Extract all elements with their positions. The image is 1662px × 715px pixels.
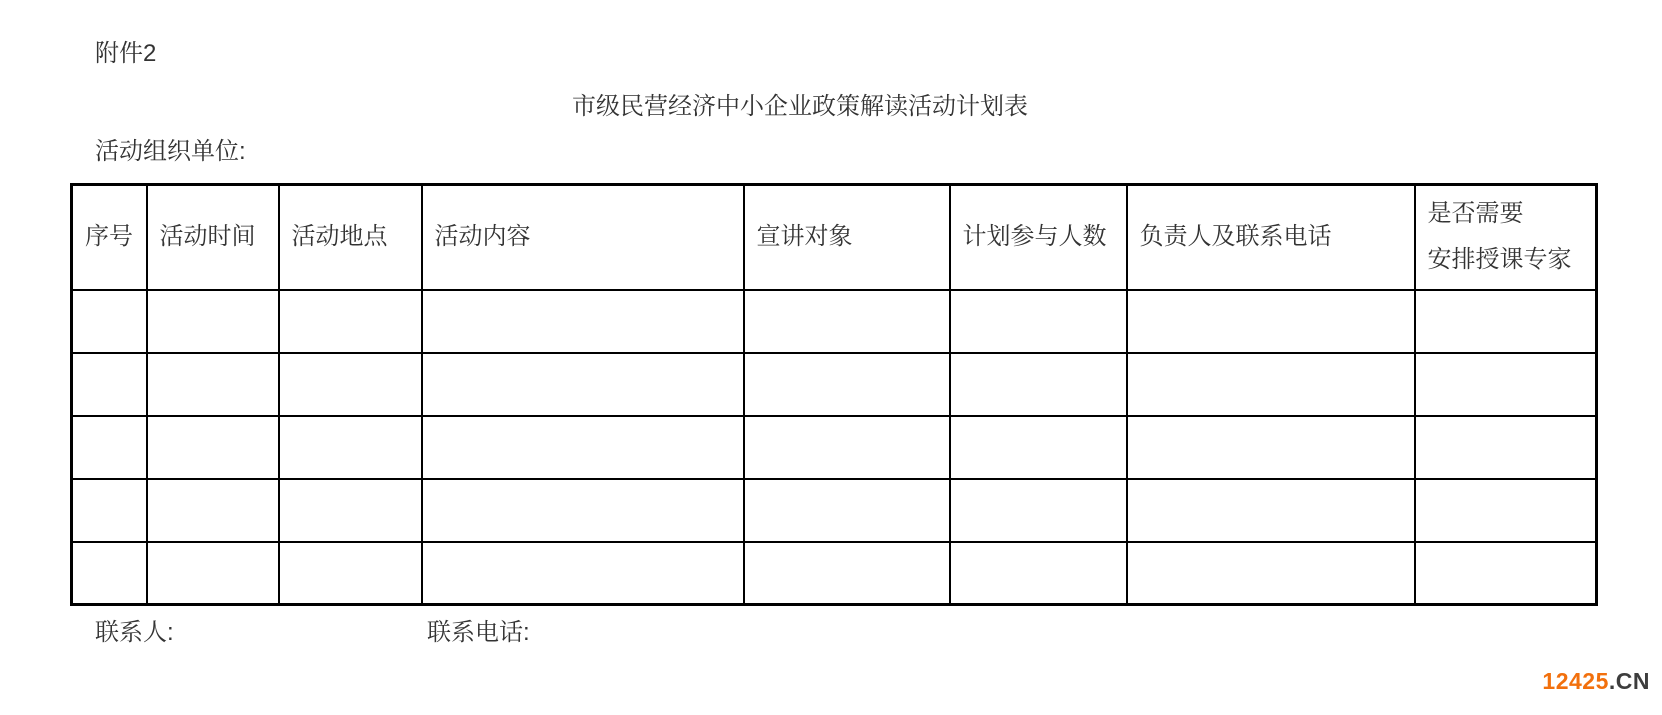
table-cell-person-in-charge-phone (1127, 542, 1415, 605)
watermark-number: 12425 (1542, 668, 1609, 694)
table-cell-audience (744, 416, 950, 479)
header-cell-activity-content: 活动内容 (422, 185, 744, 290)
table-cell-seq-no (72, 290, 147, 353)
table-cell-planned-participants (950, 416, 1127, 479)
table-cell-need-expert (1415, 416, 1597, 479)
table-cell-activity-time (147, 416, 279, 479)
table-cell-activity-content (422, 542, 744, 605)
contact-person-label: 联系人: (95, 619, 174, 646)
table-cell-activity-place (279, 353, 422, 416)
table-cell-activity-content (422, 416, 744, 479)
watermark-logo (1542, 668, 1650, 695)
table-cell-activity-content (422, 353, 744, 416)
attachment-label: 附件2 (95, 40, 157, 67)
table-row (72, 290, 1597, 353)
table-cell-planned-participants (950, 353, 1127, 416)
table-cell-activity-place (279, 542, 422, 605)
table-cell-need-expert (1415, 353, 1597, 416)
table-cell-need-expert (1415, 542, 1597, 605)
table-cell-person-in-charge-phone (1127, 290, 1415, 353)
header-cell-activity-time: 活动时间 (147, 185, 279, 290)
table-cell-person-in-charge-phone (1127, 416, 1415, 479)
table-row (72, 353, 1597, 416)
table-header-row (72, 185, 1597, 290)
table-cell-activity-content (422, 479, 744, 542)
table-cell-planned-participants (950, 479, 1127, 542)
header-cell-seq-no: 序号 (72, 185, 147, 290)
table-cell-audience (744, 353, 950, 416)
table-cell-activity-time (147, 290, 279, 353)
table-cell-activity-place (279, 479, 422, 542)
table-cell-seq-no (72, 416, 147, 479)
table-cell-need-expert (1415, 290, 1597, 353)
header-cell-need-expert: 是否需要 安排授课专家 (1415, 185, 1597, 290)
table-cell-person-in-charge-phone (1127, 479, 1415, 542)
watermark-suffix: .CN (1608, 668, 1650, 694)
table-cell-audience (744, 542, 950, 605)
table-cell-seq-no (72, 353, 147, 416)
table-cell-seq-no (72, 479, 147, 542)
table-cell-audience (744, 290, 950, 353)
table-cell-person-in-charge-phone (1127, 353, 1415, 416)
header-cell-planned-participants: 计划参与人数 (950, 185, 1127, 290)
table-cell-need-expert (1415, 479, 1597, 542)
table-row (72, 479, 1597, 542)
table-cell-planned-participants (950, 542, 1127, 605)
table-cell-audience (744, 479, 950, 542)
table-cell-seq-no (72, 542, 147, 605)
table-cell-activity-content (422, 290, 744, 353)
table-cell-activity-time (147, 542, 279, 605)
header-cell-audience: 宣讲对象 (744, 185, 950, 290)
table-cell-activity-place (279, 290, 422, 353)
table-cell-activity-time (147, 353, 279, 416)
table-row (72, 416, 1597, 479)
header-cell-person-in-charge-phone: 负责人及联系电话 (1127, 185, 1415, 290)
table-cell-planned-participants (950, 290, 1127, 353)
page-title: 市级民营经济中小企业政策解读活动计划表 (572, 93, 1028, 120)
table-cell-activity-place (279, 416, 422, 479)
activity-plan-table (70, 183, 1598, 606)
contact-phone-label: 联系电话: (427, 619, 530, 646)
table-cell-activity-time (147, 479, 279, 542)
header-cell-activity-place: 活动地点 (279, 185, 422, 290)
table-row (72, 542, 1597, 605)
org-unit-label: 活动组织单位: (95, 138, 246, 165)
